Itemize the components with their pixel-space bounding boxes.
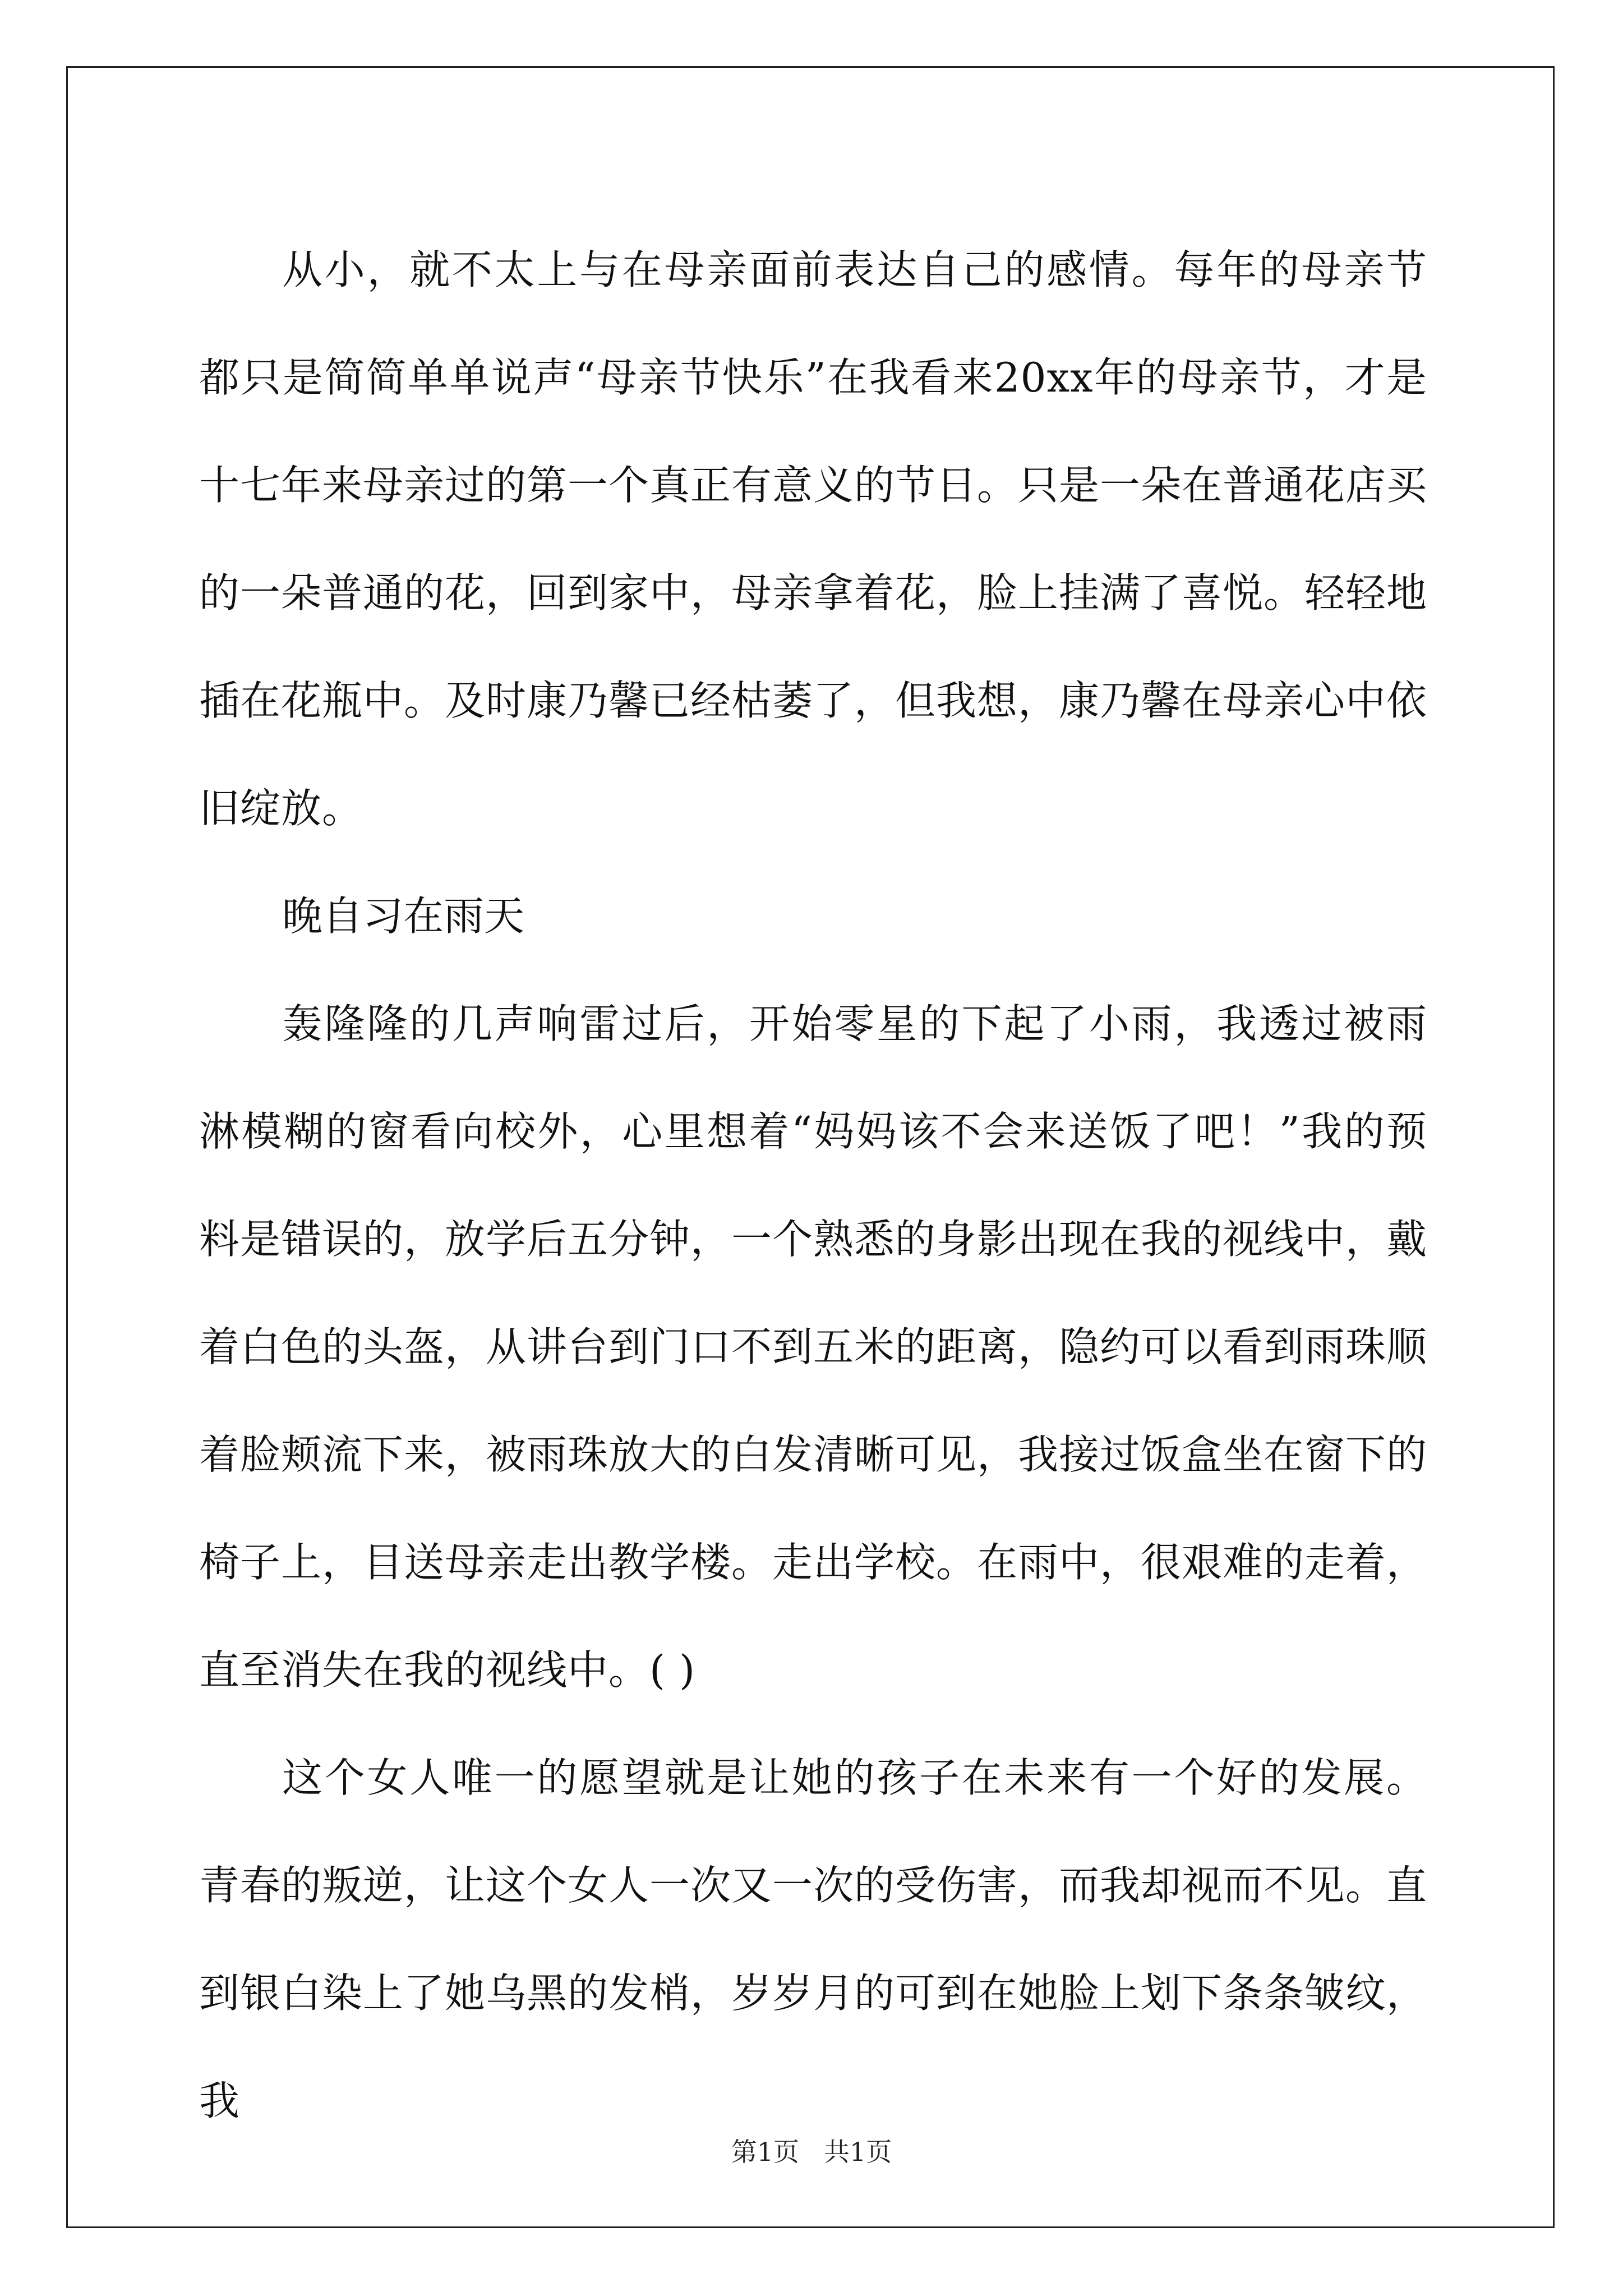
document-body [199, 216, 1427, 2155]
page-total: 共1页 [823, 2137, 892, 2167]
paragraph-mothers-day: 从小，就不太上与在母亲面前表达自己的感情。每年的母亲节都只是简简单单说声“母亲节快乐”在我看来20xx年的母亲节，才是十七年来母亲过的第一个真正有意义的节日。只是一朵在普通花店买的一朵普通的花，回到家中，母亲拿着花，脸上挂满了喜悦。轻轻地插在花瓶中。及时康乃馨已经枯萎了，但我想，康乃馨在母亲心中依旧绽放。 [199, 246, 1428, 832]
paragraph-rainy-day: 轰隆隆的几声响雷过后，开始零星的下起了小雨，我透过被雨淋模糊的窗看向校外，心里想着“妈妈该不会来送饭了吧！”我的预料是错误的，放学后五分钟，一个熟悉的身影出现在我的视线中，戴着白色的头盔，从讲台到门口不到五米的距离，隐约可以看到雨珠顺着脸颊流下来，被雨珠放大的白发清晰可见，我接过饭盒坐在窗下的椅子上，目送母亲走出教学楼。走出学校。在雨中，很艰难的走着，直至消失在我的视线中。( ) [199, 1000, 1428, 1694]
paragraph-mothers-wish: 这个女人唯一的愿望就是让她的孩子在未来有一个好的发展。青春的叛逆，让这个女人一次又一次的受伤害，而我却视而不见。直到银白染上了她乌黑的发梢，岁岁月的可到在她脸上划下条条皱纹，我 [199, 1754, 1428, 2124]
page-number: 第1页 [731, 2137, 800, 2167]
section-heading-evening-study: 晚自习在雨天 [282, 892, 525, 940]
page-footer [0, 2135, 1623, 2169]
